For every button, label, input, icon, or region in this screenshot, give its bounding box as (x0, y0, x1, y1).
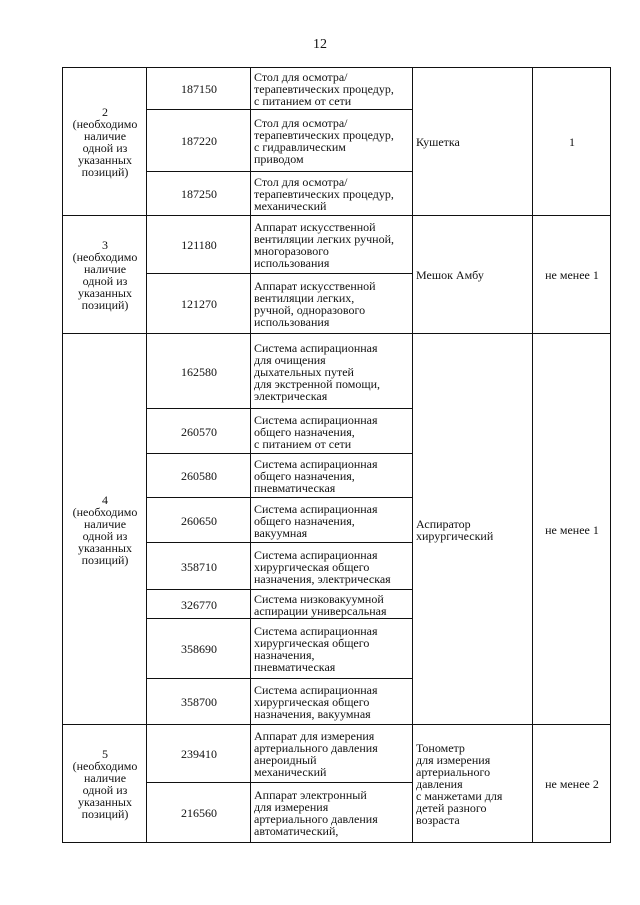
description-line: пневматическая (254, 481, 336, 495)
description-line: общего назначения, (254, 424, 355, 439)
description-line: электрическая (254, 388, 328, 403)
quantity-cell: не менее 1 (533, 334, 611, 725)
position-line: (необходимо (72, 117, 138, 131)
position-cell (63, 334, 147, 725)
description-line: артериального давления (254, 812, 378, 826)
description-cell (251, 590, 413, 619)
table-row (63, 216, 611, 274)
description-line: назначения, (254, 648, 315, 662)
description-cell (251, 783, 413, 843)
description-line: общего назначения, (254, 469, 355, 483)
code-cell: 121180 (147, 216, 251, 274)
code-cell: 187250 (147, 172, 251, 216)
description-line: использования (254, 256, 330, 270)
code-cell: 260650 (147, 498, 251, 543)
description-line: вентиляции легких, (254, 291, 355, 305)
code-cell: 187150 (147, 68, 251, 110)
position-cell (63, 725, 147, 843)
code-cell: 162580 (147, 334, 251, 409)
item-name-line: с манжетами для (416, 789, 503, 803)
item-name-cell (413, 725, 533, 843)
description-line: Аппарат для измерения (254, 729, 375, 743)
page-number: 12 (313, 37, 327, 52)
code-cell: 187220 (147, 110, 251, 172)
description-line: Система аспирационная (254, 547, 378, 562)
description-cell (251, 619, 413, 679)
description-line: хирургическая общего (254, 559, 370, 574)
table-row (63, 334, 611, 409)
position-line: указанных (78, 153, 132, 167)
description-line: общего назначения, (254, 513, 355, 528)
quantity-cell: не менее 1 (533, 216, 611, 334)
description-line: Система аспирационная (254, 340, 378, 355)
description-cell (251, 110, 413, 172)
position-line: (необходимо (72, 759, 138, 773)
description-line: Аппарат искусственной (254, 279, 376, 293)
description-line: Система аспирационная (254, 412, 378, 427)
description-cell (251, 409, 413, 454)
code-cell: 239410 (147, 725, 251, 783)
description-line: Система аспирационная (254, 501, 378, 516)
description-line: для экстренной помощи, (254, 376, 381, 391)
position-line: указанных (78, 795, 132, 809)
item-name-line: Аспиратор (416, 516, 471, 531)
description-cell (251, 68, 413, 110)
description-line: ручной, одноразового (254, 303, 366, 317)
item-name-line: детей разного (416, 801, 487, 815)
code-cell: 260580 (147, 454, 251, 498)
code-cell: 358710 (147, 543, 251, 590)
description-line: назначения, электрическая (254, 571, 391, 586)
description-line: Стол для осмотра/ (254, 116, 348, 130)
quantity-cell: не менее 2 (533, 725, 611, 843)
description-line: с питанием от сети (254, 94, 352, 108)
description-line: Система аспирационная (254, 683, 378, 697)
item-name-line: возраста (416, 813, 460, 827)
table-row (63, 68, 611, 110)
description-line: хирургическая общего (254, 695, 370, 709)
position-line: одной из (82, 783, 128, 797)
item-name-line: Мешок Амбу (416, 268, 484, 282)
code-cell: 216560 (147, 783, 251, 843)
code-cell: 121270 (147, 274, 251, 334)
position-cell (63, 68, 147, 216)
position-line: одной из (82, 528, 128, 543)
quantity-cell: 1 (533, 68, 611, 216)
position-line: позиций) (81, 807, 129, 821)
description-cell (251, 274, 413, 334)
item-name-line: артериального (416, 765, 491, 779)
description-line: артериального давления (254, 741, 378, 755)
description-line: назначения, вакуумная (254, 707, 371, 721)
position-line: одной из (82, 274, 128, 288)
item-name-line: Тонометр (416, 741, 465, 755)
description-line: Стол для осмотра/ (254, 175, 348, 189)
position-line: указанных (78, 540, 132, 555)
position-line: наличие (83, 771, 127, 785)
code-cell: 358690 (147, 619, 251, 679)
position-line: позиций) (81, 165, 129, 179)
description-line: Система низковакуумной (254, 591, 384, 606)
description-line: Аппарат электронный (254, 788, 367, 802)
position-line: (необходимо (72, 250, 138, 264)
description-line: Аппарат искусственной (254, 220, 376, 234)
item-name-cell (413, 216, 533, 334)
description-line: Система аспирационная (254, 457, 378, 471)
position-line: 5 (102, 747, 108, 761)
description-line: вентиляции легких ручной, (254, 232, 394, 246)
description-line: аспирации универсальная (254, 603, 387, 618)
position-line: наличие (83, 516, 127, 531)
description-cell (251, 679, 413, 725)
description-line: Система аспирационная (254, 624, 378, 638)
position-line: наличие (83, 262, 127, 276)
position-line: позиций) (81, 552, 129, 567)
position-line: 3 (102, 238, 108, 252)
description-line: терапевтических процедур, (254, 128, 394, 142)
description-cell (251, 498, 413, 543)
item-name-line: Кушетка (416, 135, 460, 149)
description-line: для измерения (254, 800, 329, 814)
description-line: приводом (254, 152, 304, 166)
description-line: Стол для осмотра/ (254, 70, 348, 84)
position-line: наличие (83, 129, 127, 143)
description-line: для очищения (254, 352, 326, 367)
position-line: позиций) (81, 298, 129, 312)
description-cell (251, 725, 413, 783)
item-name-line: для измерения (416, 753, 491, 767)
description-line: автоматический, (254, 824, 339, 838)
item-name-cell (413, 68, 533, 216)
position-line: 4 (102, 492, 108, 507)
code-cell: 358700 (147, 679, 251, 725)
table-row (63, 725, 611, 783)
position-line: одной из (82, 141, 128, 155)
position-line: 2 (102, 105, 108, 119)
equipment-table (62, 67, 611, 843)
description-line: механический (254, 765, 327, 779)
description-line: дыхательных путей (254, 364, 354, 379)
description-cell (251, 543, 413, 590)
description-line: использования (254, 315, 330, 329)
description-cell (251, 334, 413, 409)
description-line: механический (254, 199, 327, 213)
position-line: (необходимо (72, 504, 138, 519)
description-cell (251, 172, 413, 216)
position-cell (63, 216, 147, 334)
description-line: с гидравлическим (254, 140, 346, 154)
description-line: пневматическая (254, 660, 336, 674)
description-line: многоразового (254, 244, 329, 258)
description-line: анероидный (254, 753, 317, 767)
description-line: терапевтических процедур, (254, 187, 394, 201)
description-line: с питанием от сети (254, 436, 352, 451)
description-line: хирургическая общего (254, 636, 370, 650)
item-name-line: хирургический (416, 528, 494, 543)
item-name-line: давления (416, 777, 463, 791)
code-cell: 260570 (147, 409, 251, 454)
description-cell (251, 216, 413, 274)
item-name-cell (413, 334, 533, 725)
description-line: терапевтических процедур, (254, 82, 394, 96)
description-line: вакуумная (254, 525, 308, 540)
description-cell (251, 454, 413, 498)
code-cell: 326770 (147, 590, 251, 619)
position-line: указанных (78, 286, 132, 300)
